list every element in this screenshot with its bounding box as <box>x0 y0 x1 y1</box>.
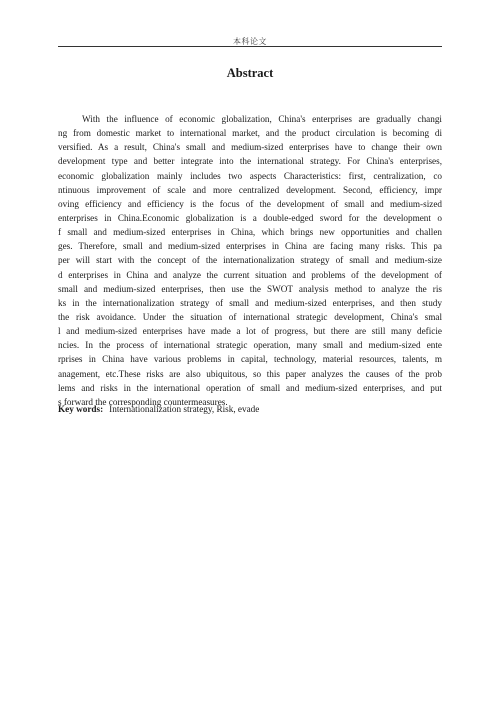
abstract-line: d enterprises in China and analyze the current situation and problems of the development of <box>58 269 442 280</box>
keywords-label: Key words: <box>58 404 104 414</box>
abstract-line: ng from domestic market to international market, and the product circulation is becoming di <box>58 128 442 139</box>
keywords-value: Internationalization strategy, Risk, evade <box>109 404 260 414</box>
abstract-line: anagement, etc.These risks are also ubiquitous, so this paper analyzes the causes of the prob <box>58 368 442 379</box>
header-divider <box>58 46 442 47</box>
abstract-line: ncies. In the process of international strategic operation, many small and medium-sized ente <box>58 340 442 351</box>
abstract-line: lems and risks in the international operation of small and medium-sized enterprises, and put <box>58 382 442 393</box>
abstract-line: economic globalization mainly includes two aspects Characteristics: first, centralization, co <box>58 170 442 181</box>
abstract-line: small and medium-sized enterprises, then use the SWOT analysis method to analyze the ris <box>58 283 442 294</box>
abstract-line: s forward the corresponding countermeasures. <box>58 396 228 407</box>
abstract-line: f small and medium-sized enterprises in China, which brings new opportunities and challen <box>58 227 442 238</box>
abstract-line: development type and better integrate into the international strategy. For China's enterprises, <box>58 156 442 167</box>
abstract-line: ntinuous improvement of scale and more centralized development. Second, efficiency, impr <box>58 184 442 195</box>
abstract-body <box>58 112 442 409</box>
abstract-title: Abstract <box>226 66 274 80</box>
abstract-line: oving efficiency and efficiency is the focus of the development of small and medium-sized <box>58 198 442 209</box>
abstract-line: rprises in China have various problems in capital, technology, material resources, talents, m <box>58 354 442 365</box>
abstract-line: enterprises in China.Economic globalization is a double-edged sword for the development o <box>58 212 442 223</box>
page-header: 本科论文 <box>233 37 267 46</box>
abstract-line: ges. Therefore, small and medium-sized enterprises in China are facing many risks. This pa <box>58 241 442 252</box>
abstract-line: versified. As a result, China's small and medium-sized enterprises have to change their own <box>58 142 442 153</box>
abstract-line: the risk avoidance. Under the situation of international strategic development, China's smal <box>58 311 442 322</box>
abstract-line: l and medium-sized enterprises have made a lot of progress, but there are still many deficie <box>58 326 442 337</box>
abstract-line: ks in the internationalization strategy of small and medium-sized enterprises, and then study <box>58 297 442 308</box>
abstract-line: With the influence of economic globalization, China's enterprises are gradually changi <box>82 114 442 124</box>
abstract-line: per will start with the concept of the internationalization strategy of small and medium-size <box>58 255 442 266</box>
keywords <box>58 402 442 416</box>
